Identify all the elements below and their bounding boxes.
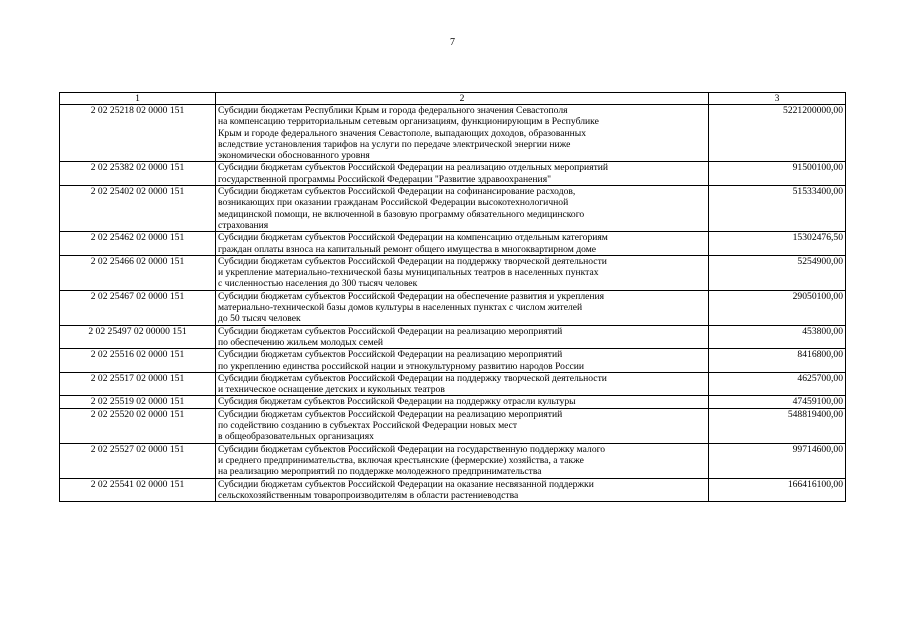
table-row [60, 105, 846, 162]
row-code: 2 02 25519 02 0000 151 [60, 396, 216, 408]
table-row [60, 255, 846, 290]
row-description: Субсидии бюджетам Республики Крым и города федерального значения Севастополя на компенсацию территориальным сетевым организациям, функционирующим в Республике Крым и городе федерального значения Севастополе, выпадающих доходов, образованных вследствие установления тарифов на услуги по передаче электрической энергии ниже экономически обоснованного уровня [216, 105, 709, 162]
row-code: 2 02 25517 02 0000 151 [60, 372, 216, 396]
row-amount: 51533400,00 [709, 186, 846, 232]
table-row [60, 408, 846, 443]
row-description: Субсидии бюджетам субъектов Российской Федерации на поддержку творческой деятельности и техническое оснащение детских и кукольных театров [216, 372, 709, 396]
row-code: 2 02 25516 02 0000 151 [60, 349, 216, 373]
row-description: Субсидии бюджетам субъектов Российской Федерации на обеспечение развития и укрепления материально-технической базы домов культуры в населенных пунктах с числом жителей до 50 тысяч человек [216, 290, 709, 325]
page-number: 7 [450, 37, 455, 48]
row-code: 2 02 25527 02 0000 151 [60, 443, 216, 478]
row-amount: 15302476,50 [709, 232, 846, 256]
table-row [60, 349, 846, 373]
row-description: Субсидии бюджетам субъектов Российской Федерации на оказание несвязанной поддержки сельскохозяйственным товаропроизводителям в области растениеводства [216, 478, 709, 502]
table-row [60, 372, 846, 396]
row-amount: 548819400,00 [709, 408, 846, 443]
row-description: Субсидии бюджетам субъектов Российской Федерации на реализацию мероприятий по содействию созданию в субъектах Российской Федерации новых мест в общеобразовательных организациях [216, 408, 709, 443]
row-code: 2 02 25467 02 0000 151 [60, 290, 216, 325]
table-row [60, 396, 846, 408]
table-row [60, 232, 846, 256]
table-row [60, 325, 846, 349]
header-col-amount: 3 [709, 93, 846, 105]
row-code: 2 02 25218 02 0000 151 [60, 105, 216, 162]
row-code: 2 02 25402 02 0000 151 [60, 186, 216, 232]
row-description: Субсидии бюджетам субъектов Российской Федерации на реализацию отдельных мероприятий государственной программы Российской Федерации "Развитие здравоохранения" [216, 162, 709, 186]
table-row [60, 162, 846, 186]
row-amount: 4625700,00 [709, 372, 846, 396]
table-row [60, 290, 846, 325]
header-row [60, 93, 846, 105]
budget-table [59, 92, 846, 502]
row-description: Субсидии бюджетам субъектов Российской Федерации на реализацию мероприятий по обеспечению жильем молодых семей [216, 325, 709, 349]
row-code: 2 02 25520 02 0000 151 [60, 408, 216, 443]
table-row [60, 443, 846, 478]
header-col-code: 1 [60, 93, 216, 105]
row-amount: 453800,00 [709, 325, 846, 349]
row-code: 2 02 25462 02 0000 151 [60, 232, 216, 256]
row-amount: 29050100,00 [709, 290, 846, 325]
row-amount: 8416800,00 [709, 349, 846, 373]
row-description: Субсидия бюджетам субъектов Российской Федерации на поддержку отрасли культуры [216, 396, 709, 408]
row-amount: 5221200000,00 [709, 105, 846, 162]
row-amount: 91500100,00 [709, 162, 846, 186]
row-code: 2 02 25466 02 0000 151 [60, 255, 216, 290]
row-code: 2 02 25382 02 0000 151 [60, 162, 216, 186]
table-row [60, 186, 846, 232]
row-description: Субсидии бюджетам субъектов Российской Федерации на государственную поддержку малого и среднего предпринимательства, включая крестьянские (фермерские) хозяйства, а также на реализацию мероприятий по поддержке молодежного предпринимательства [216, 443, 709, 478]
table-body [60, 105, 846, 502]
table-header [60, 93, 846, 105]
table-row [60, 478, 846, 502]
row-amount: 47459100,00 [709, 396, 846, 408]
row-description: Субсидии бюджетам субъектов Российской Федерации на софинансирование расходов, возникающих при оказании гражданам Российской Федерации высокотехнологичной медицинской помощи, не включенной в базовую программу обязательного медицинского страхования [216, 186, 709, 232]
row-code: 2 02 25497 02 00000 151 [60, 325, 216, 349]
row-description: Субсидии бюджетам субъектов Российской Федерации на поддержку творческой деятельности и укрепление материально-технической базы муниципальных театров в населенных пунктах с численностью населения до 300 тысяч человек [216, 255, 709, 290]
row-amount: 166416100,00 [709, 478, 846, 502]
row-description: Субсидии бюджетам субъектов Российской Федерации на компенсацию отдельным категориям граждан оплаты взноса на капитальный ремонт общего имущества в многоквартирном доме [216, 232, 709, 256]
header-col-description: 2 [216, 93, 709, 105]
row-code: 2 02 25541 02 0000 151 [60, 478, 216, 502]
row-description: Субсидии бюджетам субъектов Российской Федерации на реализацию мероприятий по укреплению единства российской нации и этнокультурному развитию народов России [216, 349, 709, 373]
row-amount: 5254900,00 [709, 255, 846, 290]
row-amount: 99714600,00 [709, 443, 846, 478]
